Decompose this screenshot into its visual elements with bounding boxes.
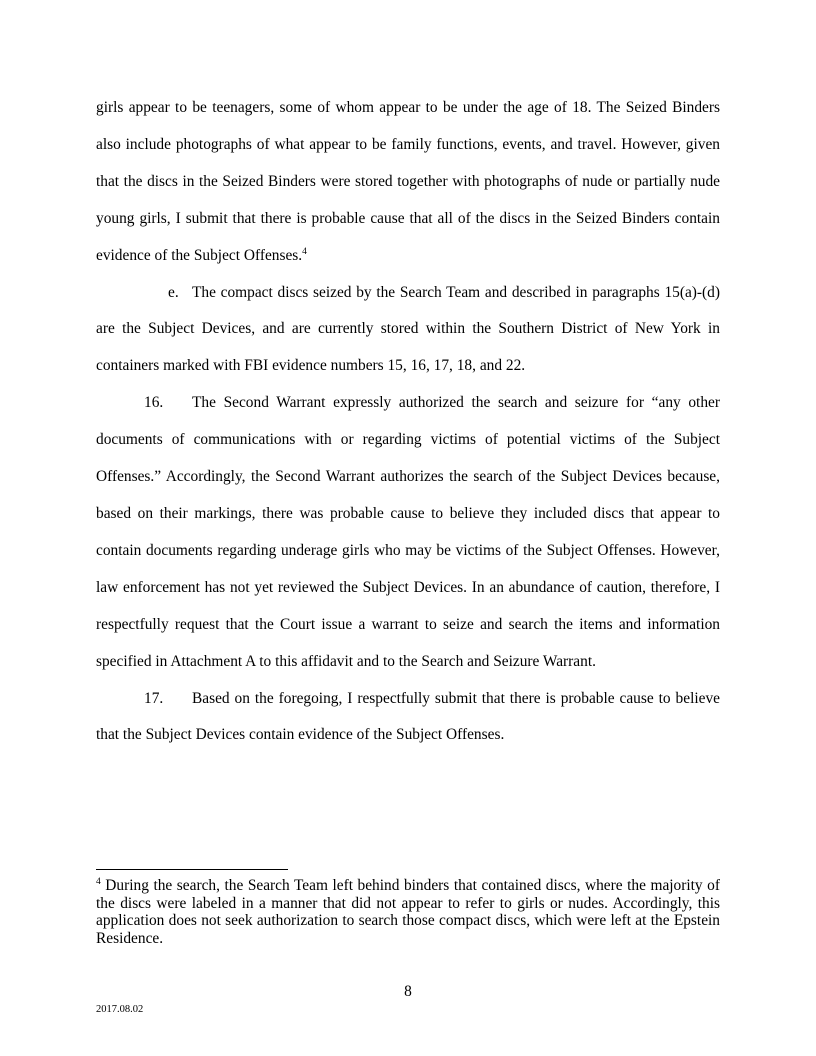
paragraph-16-text: The Second Warrant expressly authorized the search and seizure for “any other documents of communications with or regarding victims of potential victims of the Subject Offenses.” Accordingly, the Second Warrant authorizes the search of the Subject Devices because, based on their markings, there was probable cause to believe they included discs that appear to contain documents regarding underage girls who may be victims of the Subject Offenses. However, law enforcement has not yet reviewed the Subject Devices. In an abundance of caution, therefore, I respectfully request that the Court issue a warrant to seize and search the items and information specified in Attachment A to this affidavit and to the Search and Seizure Warrant. — [96, 394, 720, 670]
footnote-text: During the search, the Search Team left behind binders that contained discs, where the majority of the discs were labeled in a manner that did not appear to refer to girls or nudes. Accordingly, this application does not seek authorization to search those compact discs, which were left at the Epstein Residence. — [96, 877, 720, 947]
paragraph-16 — [96, 385, 720, 680]
footnote-marker: 4 — [96, 876, 101, 887]
footnote-reference: 4 — [302, 246, 307, 257]
page-number: 8 — [404, 983, 412, 1000]
paragraph-number: 17. — [144, 689, 164, 707]
footnote — [96, 877, 720, 947]
paragraph-17-text: Based on the foregoing, I respectfully submit that there is probable cause to believe that the Subject Devices contain evidence of the Subject Offenses. — [96, 689, 720, 744]
document-body — [96, 90, 720, 754]
paragraph-sub-e-text: The compact discs seized by the Search Team and described in paragraphs 15(a)-(d) are the Subject Devices, and are currently stored within the Southern District of New York in containers marked with FBI evidence numbers 15, 16, 17, 18, and 22. — [96, 283, 720, 375]
paragraph-continuation — [96, 90, 720, 275]
paragraph-number: 16. — [144, 394, 164, 412]
sub-paragraph-label: e. — [168, 283, 179, 301]
paragraph-continuation-text: girls appear to be teenagers, some of whom appear to be under the age of 18. The Seized Binders also include photographs of what appear to be family functions, events, and travel. However, given that the discs in the Seized Binders were stored together with photographs of nude or partially nude young girls, I submit that there is probable cause that all of the discs in the Seized Binders contain evidence of the Subject Offenses. — [96, 99, 720, 264]
paragraph-17 — [96, 681, 720, 755]
paragraph-sub-e — [96, 275, 720, 386]
footnote-divider — [96, 869, 288, 870]
document-date-stamp: 2017.08.02 — [96, 1004, 144, 1015]
